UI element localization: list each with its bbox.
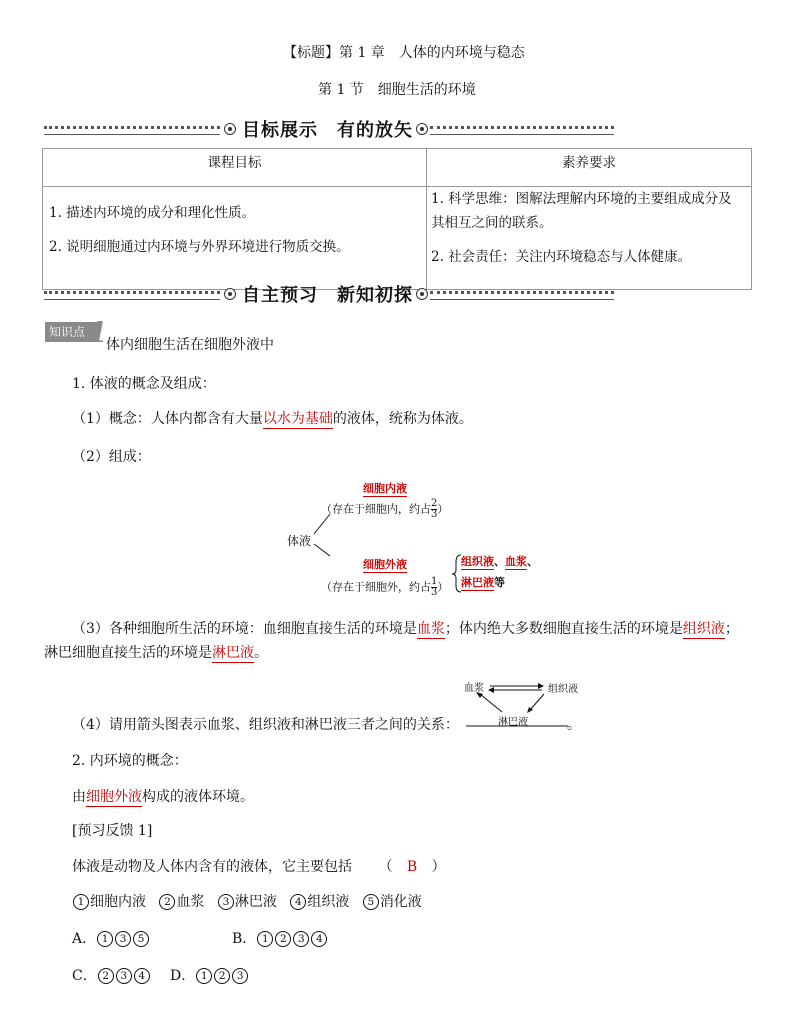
answer-extracellular: 细胞外液 xyxy=(86,789,142,805)
literacy-item: 1. 科学思维：图解法理解内环境的主要组成成分及其相互之间的联系。 xyxy=(431,191,732,231)
list-item: 1 细胞内液 xyxy=(72,894,146,910)
knowledge-point-heading: 体内细胞生活在细胞外液中 xyxy=(106,337,274,353)
answer-lymph: 淋巴液 xyxy=(212,645,254,661)
table-header-literacy: 素养要求 xyxy=(427,149,752,187)
feedback-items xyxy=(72,891,422,911)
option-d[interactable]: D． 1 2 3 xyxy=(170,965,249,985)
goal-item: 2. 说明细胞通过内环境与外界环境进行物质交换。 xyxy=(49,239,350,255)
diagram-root: 体液 xyxy=(287,534,312,548)
relation-tissue: 组织液 xyxy=(548,684,578,695)
diagram-intracellular-note: （存在于细胞内，约占 $\frac{2}{3}$ ） xyxy=(321,498,449,520)
feedback-label: [预习反馈 1] xyxy=(72,823,153,839)
knowledge-point-badge: 知识点 xyxy=(45,322,99,342)
goals-table xyxy=(42,148,752,290)
diagram-subcomponents-2: 淋巴液等 xyxy=(461,576,505,589)
banner-preview xyxy=(44,282,614,304)
diagram-intracellular: 细胞内液 xyxy=(363,482,407,495)
section-2-title: 2. 内环境的概念： xyxy=(72,753,188,769)
relation-plasma: 血浆 xyxy=(464,683,484,694)
option-a[interactable]: A． 1 3 5 xyxy=(72,928,150,948)
list-item: 4 组织液 xyxy=(289,894,349,910)
diagram-extracellular-note: （存在于细胞外，约占 $\frac{1}{3}$ ） xyxy=(321,576,449,598)
option-c[interactable]: C． 2 3 4 xyxy=(72,965,151,985)
chapter-title: 【标题】第 1 章 人体的内环境与稳态 xyxy=(283,45,525,61)
table-header-course-goals: 课程目标 xyxy=(43,149,427,187)
banner-ornament-icon xyxy=(224,288,236,300)
environment-line-1: （3）各种细胞所生活的环境：血细胞直接生活的环境是血浆；体内绝大多数细胞直接生活的环境是组织液； xyxy=(72,621,739,637)
answer-plasma: 血浆 xyxy=(416,621,445,637)
list-item: 2 血浆 xyxy=(158,894,204,910)
relation-end: 。 xyxy=(567,717,581,733)
literacy-item: 2. 社会责任：关注内环境稳态与人体健康。 xyxy=(431,249,692,265)
banner-goals xyxy=(44,117,614,139)
diagram-extracellular: 细胞外液 xyxy=(363,558,407,571)
banner-ornament-icon xyxy=(416,288,428,300)
list-item: 5 消化液 xyxy=(362,894,422,910)
banner-ornament-icon xyxy=(224,123,236,135)
banner-title: 自主预习 新知初探 xyxy=(242,285,413,306)
answer-tissue-fluid: 组织液 xyxy=(682,621,725,637)
knowledge-point-number: 1 xyxy=(88,316,108,349)
environment-line-2: 淋巴细胞直接生活的环境是淋巴液。 xyxy=(44,645,268,661)
list-item: 3 淋巴液 xyxy=(217,894,277,910)
concept-line xyxy=(72,408,473,428)
feedback-question: 体液是动物及人体内含有的液体，它主要包括 （ B ） xyxy=(72,859,446,875)
goal-item: 1. 描述内环境的成分和理化性质。 xyxy=(49,205,256,221)
relation-question: （4）请用箭头图表示血浆、组织液和淋巴液三者之间的关系： xyxy=(72,717,459,733)
banner-ornament-icon xyxy=(416,123,428,135)
feedback-answer: B xyxy=(406,859,418,875)
relation-lymph: 淋巴液 xyxy=(498,717,528,728)
section-1-title: 1. 体液的概念及组成： xyxy=(72,376,216,392)
composition-label: （2）组成： xyxy=(72,449,151,465)
section-title: 第 1 节 细胞生活的环境 xyxy=(318,82,476,98)
option-b[interactable]: B． 1 2 3 4 xyxy=(232,928,328,948)
answer-blank: 以水为基础 xyxy=(262,411,333,427)
concept-pre: （1）概念：人体内都含有大量 xyxy=(72,411,263,427)
banner-title: 目标展示 有的放矢 xyxy=(242,120,413,141)
internal-env-line: 由细胞外液构成的液体环境。 xyxy=(72,789,254,805)
concept-post: 的液体，统称为体液。 xyxy=(332,411,473,427)
diagram-subcomponents-1: 组织液、血浆、 xyxy=(461,555,538,568)
